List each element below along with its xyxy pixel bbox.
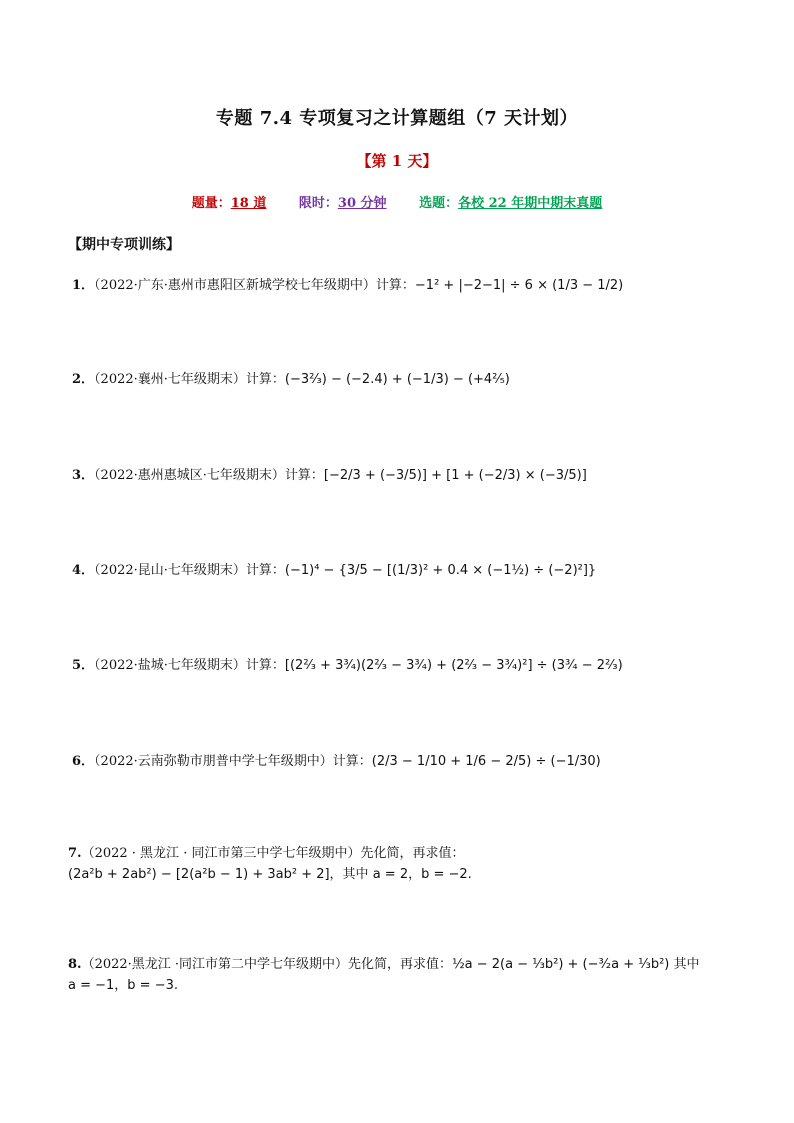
question-2 xyxy=(72,370,752,391)
meta-time-value: 30 分钟 xyxy=(337,196,387,211)
question-number: 6． xyxy=(72,754,95,769)
question-7 xyxy=(68,844,748,886)
question-8 xyxy=(68,955,748,997)
meta-source-key: 选题： xyxy=(419,196,459,211)
question-source: （2022·昆山·七年级期末）计算： xyxy=(94,563,285,578)
question-number: 8. xyxy=(68,957,82,972)
meta-time xyxy=(299,192,387,211)
question-number: 1． xyxy=(72,278,95,293)
meta-count-value: 18 道 xyxy=(230,196,267,211)
question-expression: (2a²b + 2ab²) − [2(a²b − 1) + 3ab² + 2]，其中 a = 2，b = −2. xyxy=(68,866,472,882)
question-3 xyxy=(72,466,752,487)
question-1 xyxy=(72,276,752,297)
question-expression: (−1)⁴ − {3/5 − [(1/3)² + 0.4 × (−1½) ÷ (−2)²]} xyxy=(284,563,597,578)
meta-line xyxy=(0,192,794,211)
meta-source-value: 各校 22 年期中期末真题 xyxy=(458,196,603,211)
question-expression: (2/3 − 1/10 + 1/6 − 2/5) ÷ (−1/30) xyxy=(371,754,601,769)
section-title: 【期中专项训练】 xyxy=(68,237,180,253)
question-source: （2022 · 黑龙江 · 同江市第三中学七年级期中）先化简，再求值： xyxy=(81,846,465,861)
question-source: （2022·盐城·七年级期末）计算： xyxy=(94,658,285,673)
question-number: 5． xyxy=(72,658,95,673)
question-expression: ½a − 2(a − ⅓b²) + (−³⁄₂a + ⅓b²) 其中 xyxy=(452,957,700,972)
question-source: （2022·云南弥勒市朋普中学七年级期中）计算： xyxy=(94,754,372,769)
question-source: （2022·广东·惠州市惠阳区新城学校七年级期中）计算： xyxy=(94,278,415,293)
day-label: 【第 1 天】 xyxy=(356,152,438,170)
question-4 xyxy=(72,561,752,582)
page-title: 专题 7.4 专项复习之计算题组（7 天计划） xyxy=(215,108,579,129)
question-number: 3． xyxy=(72,468,95,483)
question-5 xyxy=(72,656,752,677)
question-expression: [−2/3 + (−3/5)] + [1 + (−2/3) × (−3/5)] xyxy=(323,468,587,483)
question-source: （2022·襄州·七年级期末）计算： xyxy=(94,372,285,387)
question-number: 7. xyxy=(68,846,82,861)
question-expression: [(2²⁄₃ + 3³⁄₄)(2²⁄₃ − 3³⁄₄) + (2²⁄₃ − 3³⁄₄)²] ÷ (3³⁄₄ − 2²⁄₃) xyxy=(284,658,623,673)
question-source: （2022·黑龙江 ·同江市第二中学七年级期中）先化简，再求值： xyxy=(81,957,453,972)
meta-count-key: 题量： xyxy=(191,196,231,211)
question-source: （2022·惠州惠城区·七年级期末）计算： xyxy=(94,468,324,483)
question-expression: −1² + |−2−1| ÷ 6 × (1/3 − 1/2) xyxy=(414,278,624,293)
meta-time-key: 限时： xyxy=(298,196,338,211)
question-condition: a = −1，b = −3. xyxy=(68,977,178,993)
meta-count xyxy=(192,192,267,211)
meta-source xyxy=(419,192,602,211)
question-number: 2． xyxy=(72,372,95,387)
question-expression: (−3²⁄₃) − (−2.4) + (−1/3) − (+4²⁄₅) xyxy=(284,372,510,387)
question-number: 4． xyxy=(72,563,95,578)
question-6 xyxy=(72,752,752,773)
